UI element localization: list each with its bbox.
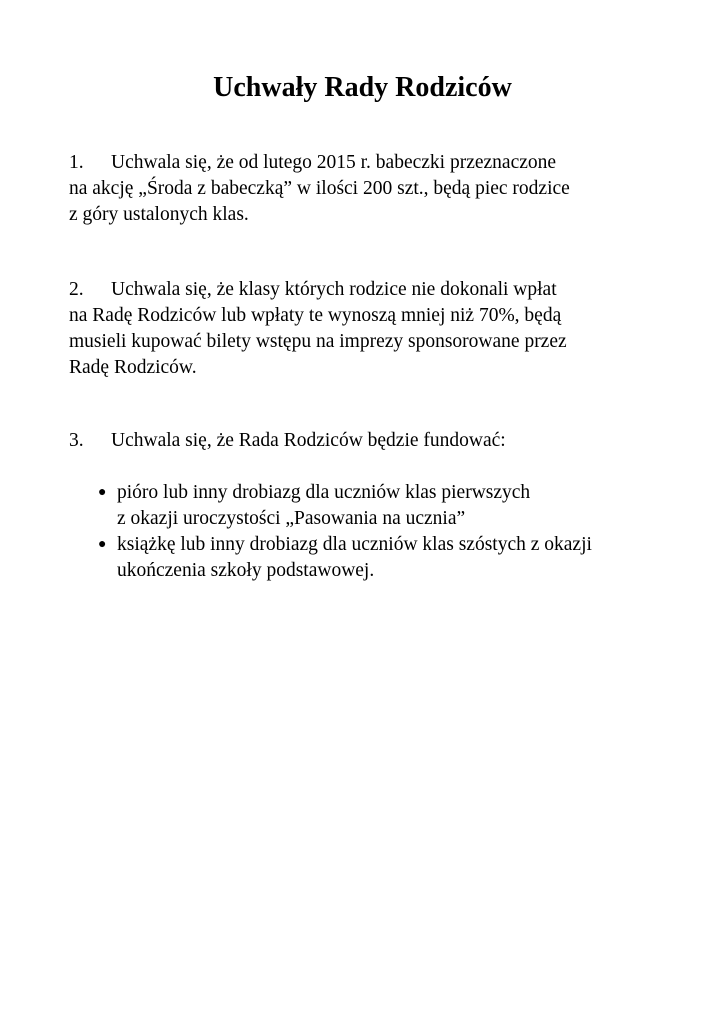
- bullet-item-1-line-1: pióro lub inny drobiazg dla uczniów klas pierwszych: [117, 482, 531, 503]
- resolution-item-3-bullet-list: [95, 480, 675, 584]
- resolution-item-2-line-3: musieli kupować bilety wstępu na imprezy sponsorowane przez: [69, 331, 567, 352]
- resolution-item-2-line-4: Radę Rodziców.: [69, 357, 197, 378]
- bullet-item-2-line-2: ukończenia szkoły podstawowej.: [117, 560, 375, 581]
- resolution-item-2: [69, 277, 669, 381]
- resolution-item-3-line-1: [69, 428, 669, 454]
- bullet-icon: ●: [98, 485, 107, 500]
- resolution-item-3-number: 3.: [69, 430, 84, 451]
- page-title: Uchwały Rady Rodziców: [213, 72, 512, 103]
- resolution-item-3: [69, 428, 669, 454]
- resolution-item-2-line-1: [69, 277, 669, 303]
- resolution-item-2-text-1: Uchwala się, że klasy których rodzice nie dokonali wpłat: [111, 279, 557, 300]
- resolution-item-1-line-2: na akcję „Środa z babeczką” w ilości 200 szt., będą piec rodzice: [69, 178, 570, 199]
- resolution-item-1-text-1: Uchwala się, że od lutego 2015 r. babeczki przeznaczone: [111, 152, 557, 173]
- resolution-item-2-number: 2.: [69, 279, 84, 300]
- bullet-item-2: [95, 532, 675, 584]
- resolution-item-1: [69, 150, 669, 228]
- resolution-item-2-line-2: na Radę Rodziców lub wpłaty te wynoszą mniej niż 70%, będą: [69, 305, 562, 326]
- bullet-icon: ●: [98, 537, 107, 552]
- bullet-item-1-line-2: z okazji uroczystości „Pasowania na ucznia”: [117, 508, 466, 529]
- resolution-item-1-number: 1.: [69, 152, 84, 173]
- bullet-item-2-line-1: książkę lub inny drobiazg dla uczniów klas szóstych z okazji: [117, 534, 592, 555]
- resolution-item-1-line-3: z góry ustalonych klas.: [69, 204, 249, 225]
- bullet-item-1: [95, 480, 675, 532]
- resolution-item-1-line-1: [69, 150, 669, 176]
- resolution-item-3-text-1: Uchwala się, że Rada Rodziców będzie fundować:: [111, 430, 506, 451]
